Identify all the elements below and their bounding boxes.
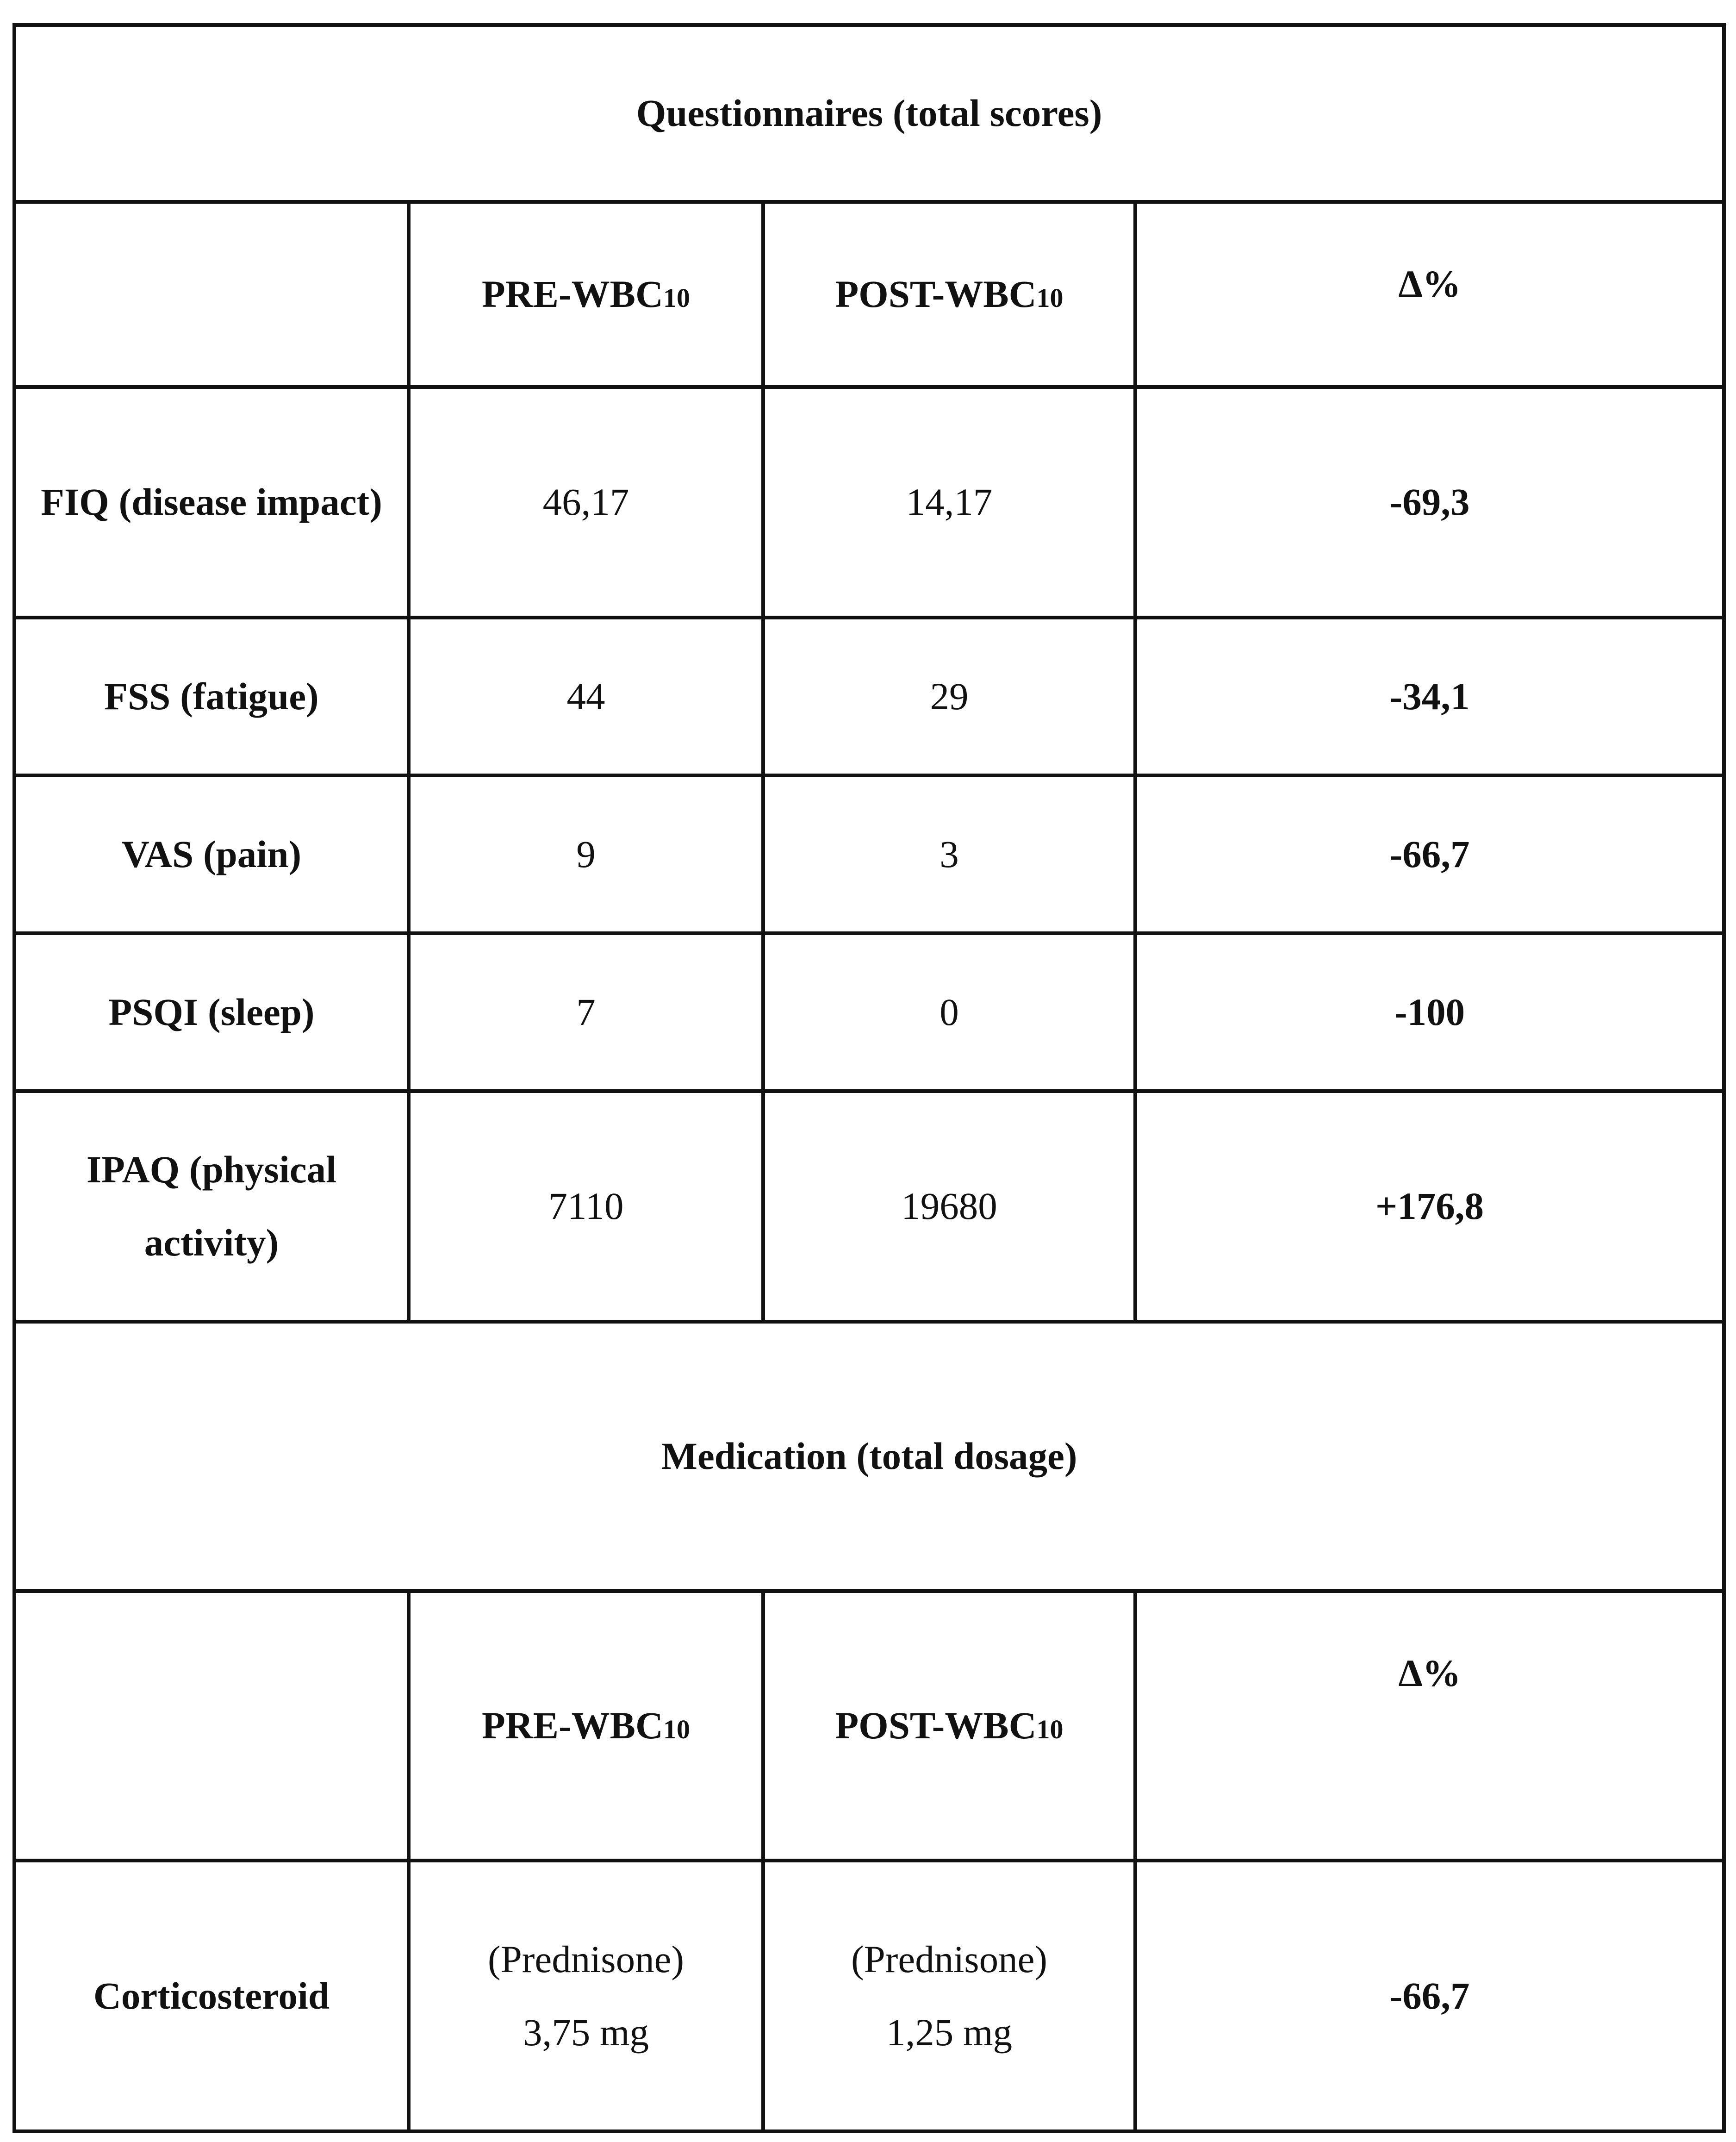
pre-value: 9 <box>409 775 763 933</box>
header-blank-cell <box>14 202 409 387</box>
table-row <box>14 387 1724 618</box>
table-row <box>14 1861 1724 2131</box>
post-value <box>763 1861 1135 2131</box>
pre-value: 46,17 <box>409 387 763 618</box>
header-post-subscript: 10 <box>1036 1714 1064 1745</box>
delta-value: -66,7 <box>1135 1861 1724 2131</box>
pre-value: 7110 <box>409 1091 763 1322</box>
delta-value: -34,1 <box>1135 618 1724 775</box>
table-row <box>14 775 1724 933</box>
section-header-row <box>14 25 1724 202</box>
header-delta: Δ% <box>1135 202 1724 387</box>
post-value: 0 <box>763 933 1135 1091</box>
pre-drug-name: (Prednisone) <box>487 1937 684 1980</box>
pre-value: 44 <box>409 618 763 775</box>
header-blank-cell <box>14 1591 409 1861</box>
post-value: 29 <box>763 618 1135 775</box>
post-value: 14,17 <box>763 387 1135 618</box>
table-row <box>14 1091 1724 1322</box>
section-title-questionnaires: Questionnaires (total scores) <box>14 25 1724 202</box>
delta-value: +176,8 <box>1135 1091 1724 1322</box>
row-label: Corticosteroid <box>14 1861 409 2131</box>
post-value: 3 <box>763 775 1135 933</box>
section-title-medication: Medication (total dosage) <box>14 1322 1724 1591</box>
delta-value: -100 <box>1135 933 1724 1091</box>
column-header-row <box>14 1591 1724 1861</box>
results-table <box>12 23 1726 2133</box>
table-row <box>14 933 1724 1091</box>
header-post: POST-WBC10 <box>763 1591 1135 1861</box>
header-pre: PRE-WBC10 <box>409 1591 763 1861</box>
header-pre-subscript: 10 <box>663 283 690 313</box>
row-label: PSQI (sleep) <box>14 933 409 1091</box>
table-row <box>14 618 1724 775</box>
header-post: POST-WBC10 <box>763 202 1135 387</box>
row-label: VAS (pain) <box>14 775 409 933</box>
header-pre-subscript: 10 <box>663 1714 690 1745</box>
row-label: FSS (fatigue) <box>14 618 409 775</box>
delta-value: -66,7 <box>1135 775 1724 933</box>
row-label: IPAQ (physical activity) <box>14 1091 409 1322</box>
pre-value <box>409 1861 763 2131</box>
header-post-subscript: 10 <box>1036 283 1064 313</box>
header-pre: PRE-WBC10 <box>409 202 763 387</box>
row-label: FIQ (disease impact) <box>14 387 409 618</box>
post-dosage: 1,25 mg <box>886 2011 1013 2054</box>
post-value: 19680 <box>763 1091 1135 1322</box>
pre-dosage: 3,75 mg <box>523 2011 649 2054</box>
section-header-row <box>14 1322 1724 1591</box>
header-delta: Δ% <box>1135 1591 1724 1861</box>
column-header-row <box>14 202 1724 387</box>
pre-value: 7 <box>409 933 763 1091</box>
delta-value: -69,3 <box>1135 387 1724 618</box>
post-drug-name: (Prednisone) <box>851 1937 1048 1980</box>
